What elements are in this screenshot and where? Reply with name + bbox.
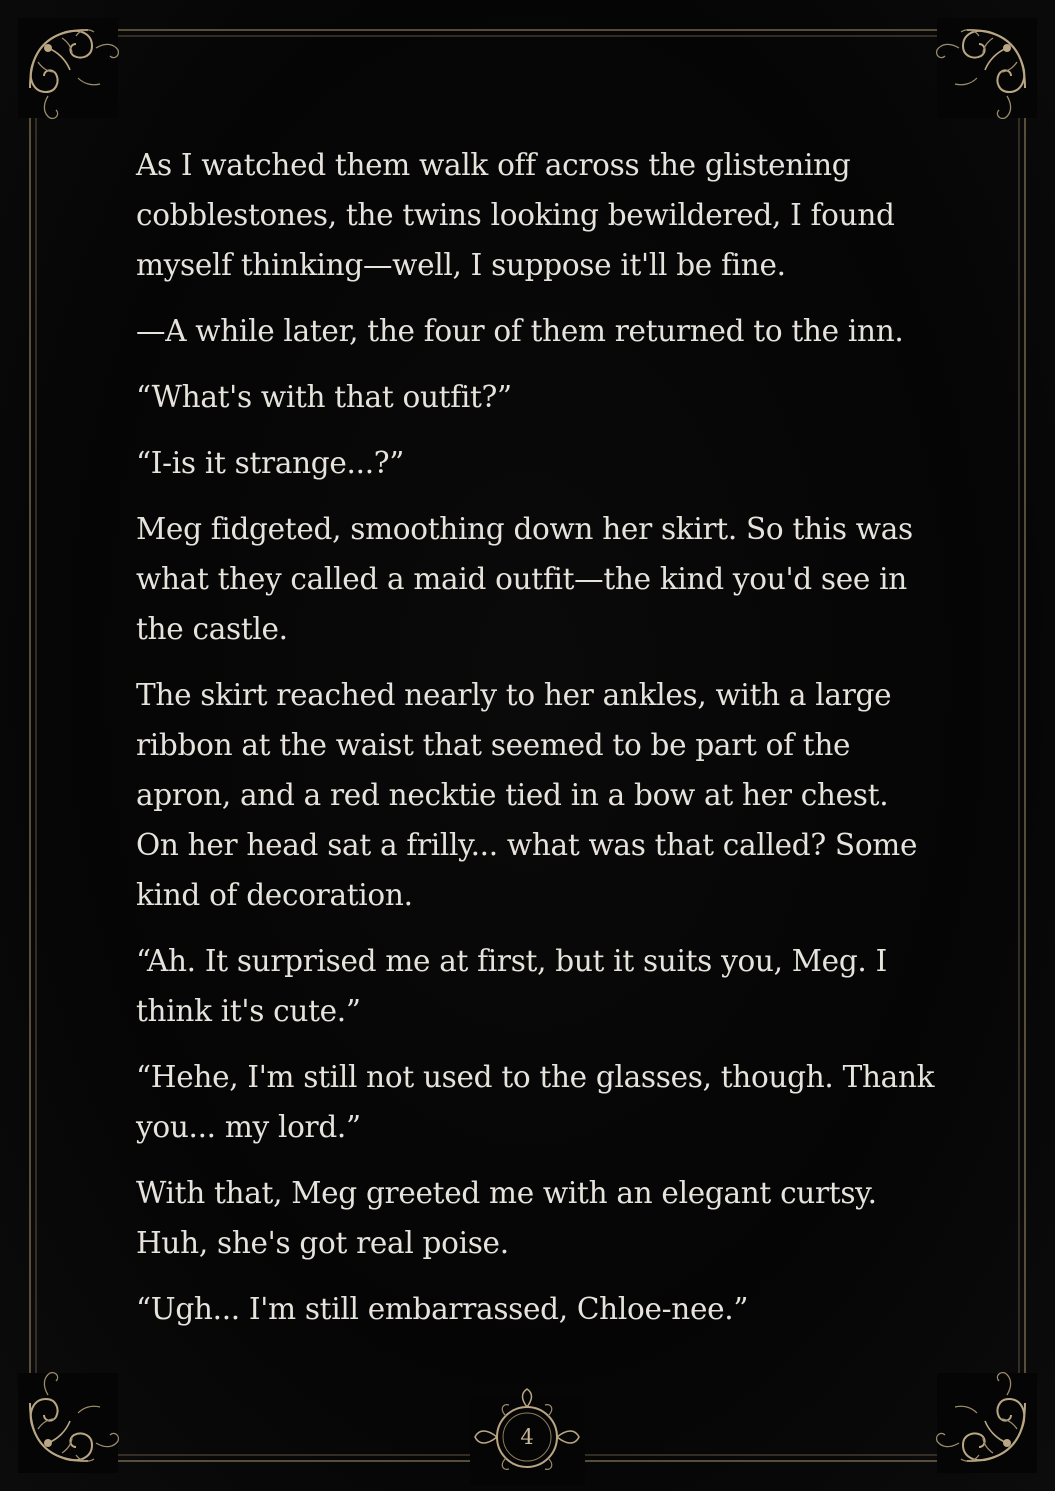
paragraph: The skirt reached nearly to her ankles, with a large ribbon at the waist that seemed to be part of the apron, and a red necktie tied in a bow at her chest. On her head sat a frilly... what was that called? Some kind of decoration.: [136, 678, 918, 912]
paragraph: “I-is it strange...?”: [136, 446, 405, 480]
paragraph: “Ugh... I'm still embarrassed, Chloe-nee.”: [136, 1292, 749, 1326]
paragraph: With that, Meg greeted me with an elegant curtsy. Huh, she's got real poise.: [136, 1176, 877, 1260]
paragraph: Meg fidgeted, smoothing down her skirt. So this was what they called a maid outfit—the kind you'd see in the castle.: [136, 512, 913, 646]
paragraph: —A while later, the four of them returned to the inn.: [136, 314, 904, 348]
page-number: 4: [520, 1425, 534, 1449]
chapter-text: [136, 140, 936, 1350]
paragraph: “What's with that outfit?”: [136, 380, 512, 414]
paragraph: As I watched them walk off across the glistening cobblestones, the twins looking bewildered, I found myself thinking—well, I suppose it'll be fine.: [136, 148, 895, 282]
paragraph: “Hehe, I'm still not used to the glasses, though. Thank you... my lord.”: [136, 1060, 935, 1144]
paragraph: “Ah. It surprised me at first, but it suits you, Meg. I think it's cute.”: [136, 944, 887, 1028]
